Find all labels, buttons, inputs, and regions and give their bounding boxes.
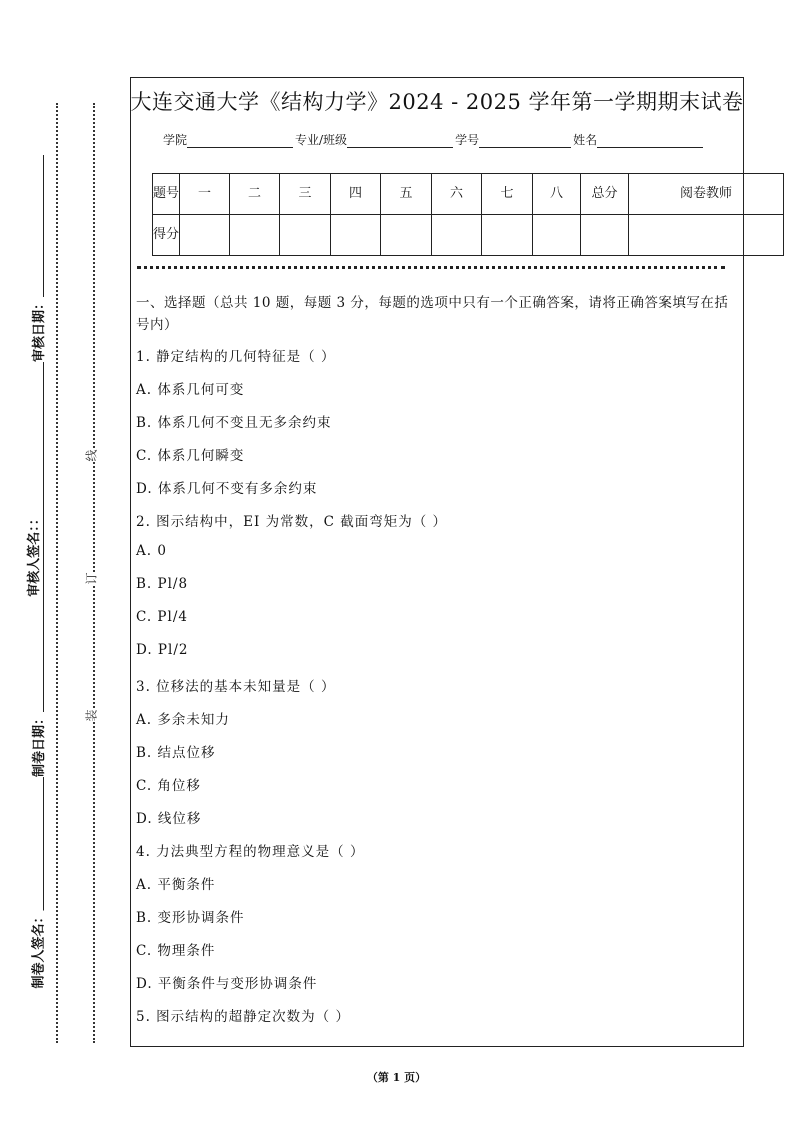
binding-char-zhuang: 装 <box>84 709 99 722</box>
score-cell[interactable] <box>533 215 581 256</box>
score-cell[interactable] <box>230 215 280 256</box>
option-item: C. 物理条件 <box>136 943 216 959</box>
option-item: B. 结点位移 <box>136 745 216 761</box>
score-cell[interactable] <box>482 215 533 256</box>
option-item: D. 体系几何不变有多余约束 <box>136 481 318 497</box>
question-item: 5. 图示结构的超静定次数为（ ） <box>136 1009 350 1025</box>
question-number-header: 题号 <box>153 174 180 215</box>
score-row <box>153 215 784 256</box>
column-6: 六 <box>432 174 482 215</box>
option-item: C. Pl/4 <box>136 609 188 625</box>
option-item: A. 体系几何可变 <box>136 382 245 398</box>
option-item: B. 体系几何不变且无多余约束 <box>136 415 332 431</box>
option-item: D. 线位移 <box>136 811 202 827</box>
page-footer: （第 1 页） <box>366 1071 427 1084</box>
option-item: D. Pl/2 <box>136 642 189 658</box>
question-item: 2. 图示结构中，EI 为常数，C 截面弯矩为（ ） <box>136 514 448 530</box>
option-item: B. Pl/8 <box>136 576 189 592</box>
section-intro: 一、选择题（总共 10 题，每题 3 分，每题的选项中只有一个正确答案，请将正确答案填写在括号内） <box>136 295 729 333</box>
option-item: C. 角位移 <box>136 778 201 794</box>
score-cell[interactable] <box>581 215 629 256</box>
column-5: 五 <box>381 174 432 215</box>
score-cell[interactable] <box>280 215 331 256</box>
column-3: 三 <box>280 174 331 215</box>
column-7: 七 <box>482 174 533 215</box>
score-cell[interactable] <box>180 215 230 256</box>
student-id-label: 学号 <box>455 133 480 147</box>
column-8: 八 <box>533 174 581 215</box>
option-item: A. 0 <box>136 543 167 559</box>
binding-char-ding: 订 <box>84 572 99 585</box>
score-cell[interactable] <box>331 215 381 256</box>
college-label: 学院 <box>163 133 188 147</box>
score-cell[interactable] <box>432 215 482 256</box>
option-item: A. 多余未知力 <box>136 712 230 728</box>
score-cell[interactable] <box>381 215 432 256</box>
grader-column: 阅卷教师 <box>629 174 784 215</box>
student-id-field[interactable] <box>479 133 571 148</box>
signature-line <box>43 155 44 930</box>
option-item: B. 变形协调条件 <box>136 910 245 926</box>
dotted-divider <box>137 266 725 269</box>
column-2: 二 <box>230 174 280 215</box>
major-class-label: 专业/班级 <box>295 133 348 147</box>
major-class-field[interactable] <box>347 133 453 148</box>
name-label: 姓名 <box>573 133 598 147</box>
make-date-label: 制卷日期： <box>28 712 47 777</box>
score-header: 得分 <box>153 215 180 256</box>
score-table <box>152 173 784 256</box>
table-header-row <box>153 174 784 215</box>
maker-signature-label: 制卷人签名： <box>28 910 47 988</box>
option-item: A. 平衡条件 <box>136 877 216 893</box>
option-item: C. 体系几何瞬变 <box>136 448 245 464</box>
option-item: D. 平衡条件与变形协调条件 <box>136 976 318 992</box>
question-item: 3. 位移法的基本未知量是（ ） <box>136 679 336 695</box>
student-info <box>163 131 705 148</box>
dotted-cut-line <box>56 103 58 1043</box>
question-item: 4. 力法典型方程的物理意义是（ ） <box>136 844 365 860</box>
review-date-label: 审核日期： <box>28 297 47 362</box>
question-item: 1. 静定结构的几何特征是（ ） <box>136 349 336 365</box>
college-field[interactable] <box>187 133 293 148</box>
column-4: 四 <box>331 174 381 215</box>
name-field[interactable] <box>597 133 703 148</box>
binding-char-xian: 线 <box>84 449 99 462</box>
score-cell[interactable] <box>629 215 784 256</box>
total-column: 总分 <box>581 174 629 215</box>
column-1: 一 <box>180 174 230 215</box>
reviewer-signature-label: 审核人签名：： <box>23 512 42 597</box>
exam-title: 大连交通大学《结构力学》2024 - 2025 学年第一学期期末试卷 <box>130 90 744 114</box>
